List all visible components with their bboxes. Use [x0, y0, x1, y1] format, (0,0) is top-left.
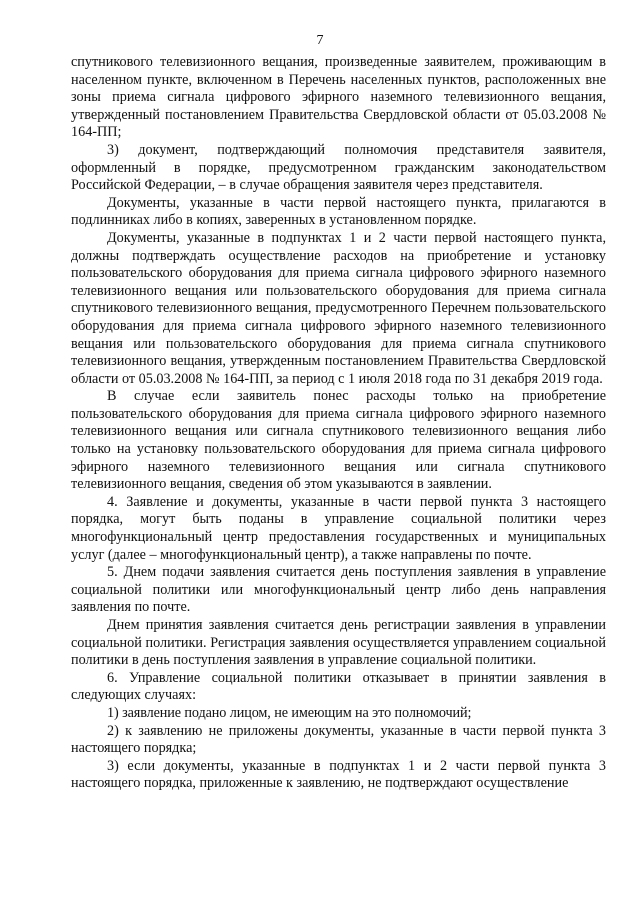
paragraph-refusal-3: 3) если документы, указанные в подпунктах 1 и 2 части первой пункта 3 настоящего порядка, приложенные к заявлению, не подтверждают осуществление [71, 757, 606, 792]
paragraph-documents-expenses: Документы, указанные в подпунктах 1 и 2 части первой настоящего пункта, должны подтверждать осуществление расходов на приобретение и установку пользовательского оборудования для приема сигнала цифрового эфирного наземного телевизионного вещания или пользовательского оборудования для приема сигнала спутникового телевизионного вещания, предусмотренного Перечнем пользовательского оборудования для приема сигнала цифрового эфирного наземного телевизионного вещания или пользовательского оборудования для приема сигнала спутникового телевизионного вещания, утвержденным постановлением Правительства Свердловской области от 05.03.2008 № 164-ПП, за период с 1 июля 2018 года по 31 декабря 2019 года. [71, 229, 606, 387]
paragraph-continuation: спутникового телевизионного вещания, произведенные заявителем, проживающим в населенном пункте, включенном в Перечень населенных пунктов, расположенных вне зоны приема сигнала цифрового эфирного наземного телевизионного вещания, утвержденный постановлением Правительства Свердловской области от 05.03.2008 № 164-ПП; [71, 54, 606, 141]
paragraph-item-3: 3) документ, подтверждающий полномочия представителя заявителя, оформленный в порядке, предусмотренном гражданским законодательством Российской Федерации, – в случае обращения заявителя через представителя. [71, 141, 606, 194]
paragraph-refusal-1: 1) заявление подано лицом, не имеющим на это полномочий; [107, 704, 472, 721]
paragraph-refusal-2: 2) к заявлению не приложены документы, указанные в части первой пункта 3 настоящего порядка; [71, 722, 606, 757]
paragraph-documents-originals: Документы, указанные в части первой настоящего пункта, прилагаются в подлинниках либо в копиях, заверенных в установленном порядке. [71, 194, 606, 229]
paragraph-point-6: 6. Управление социальной политики отказывает в принятии заявления в следующих случаях: [71, 669, 606, 704]
paragraph-point-4: 4. Заявление и документы, указанные в части первой пункта 3 настоящего порядка, могут быть поданы в управление социальной политики через многофункциональный центр предоставления государственных и муниципальных услуг (далее – многофункциональный центр), а также направлены по почте. [71, 493, 606, 563]
document-body [71, 54, 606, 793]
paragraph-partial-expenses: В случае если заявитель понес расходы только на приобретение пользовательского оборудования для приема сигнала цифрового эфирного наземного телевизионного вещания или сигнала спутникового телевизионного вещания либо только на установку пользовательского оборудования для приема сигнала цифрового эфирного наземного телевизионного вещания или сигнала спутникового телевизионного вещания, сведения об этом указываются в заявлении. [71, 388, 606, 493]
page-number: 7 [316, 33, 324, 48]
paragraph-acceptance-day: Днем принятия заявления считается день регистрации заявления в управлении социальной политики. Регистрация заявления осуществляется управлением социальной политики в день поступления заявления в управление социальной политики. [71, 617, 606, 669]
paragraph-point-5: 5. Днем подачи заявления считается день поступления заявления в управление социальной политики или многофункциональный центр либо день направления заявления по почте. [71, 564, 606, 616]
